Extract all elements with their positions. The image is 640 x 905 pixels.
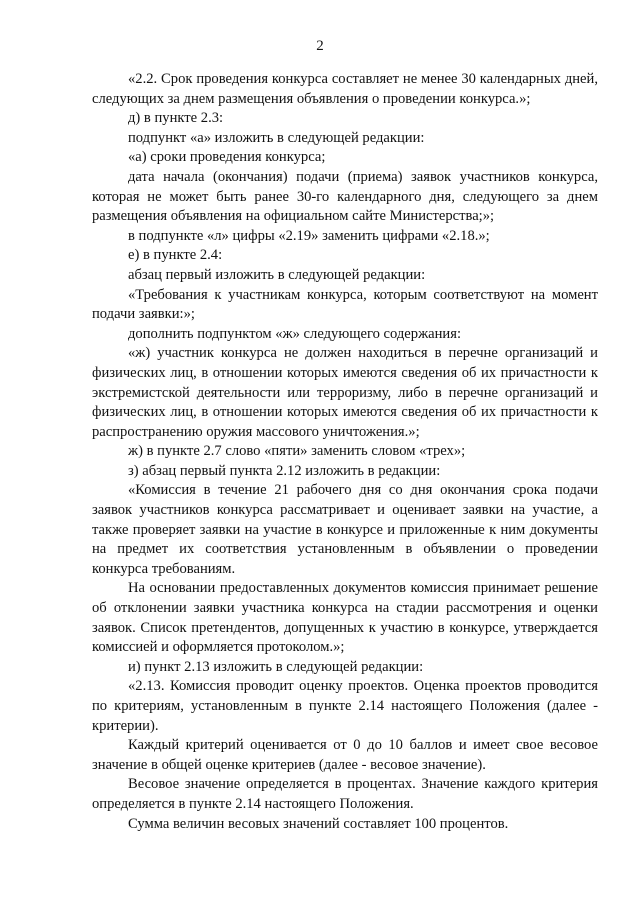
paragraph: абзац первый изложить в следующей редакции: — [128, 266, 426, 283]
paragraph: и) пункт 2.13 изложить в следующей редакции: — [128, 658, 424, 675]
paragraph: Каждый критерий оценивается от 0 до 10 баллов и имеет свое весовое значение в общей оценке критериев (далее - весовое значение). — [92, 737, 598, 773]
document-body — [92, 70, 598, 834]
paragraph: «Комиссия в течение 21 рабочего дня со дня окончания срока подачи заявок участников конкурса рассматривает и оценивает заявки на участие, а также проверяет заявки на участие в конкурсе и приложенные к ним документы на предмет их соответствия установленным в объявлении о проведении конкурса требованиям. — [92, 482, 598, 577]
paragraph: ж) в пункте 2.7 слово «пяти» заменить словом «трех»; — [128, 443, 466, 460]
paragraph: «2.13. Комиссия проводит оценку проектов. Оценка проектов проводится по критериям, установленным в пункте 2.14 настоящего Положения (далее - критерии). — [92, 678, 598, 734]
paragraph: Сумма величин весовых значений составляет 100 процентов. — [128, 815, 509, 832]
paragraph: з) абзац первый пункта 2.12 изложить в редакции: — [128, 462, 441, 479]
paragraph: «ж) участник конкурса не должен находиться в перечне организаций и физических лиц, в отношении которых имеются сведения об их причастности к экстремистской деятельности или терроризму, либо в перечне организаций и физических лиц, в отношении которых имеются сведения об их причастности к распространению оружия массового уничтожения.»; — [92, 345, 598, 440]
page-number: 2 — [316, 38, 324, 54]
paragraph: дополнить подпунктом «ж» следующего содержания: — [128, 325, 462, 342]
paragraph: «а) сроки проведения конкурса; — [128, 149, 326, 166]
paragraph: д) в пункте 2.3: — [128, 110, 224, 127]
paragraph: подпункт «а» изложить в следующей редакции: — [128, 129, 425, 146]
paragraph: е) в пункте 2.4: — [128, 247, 223, 264]
paragraph: «2.2. Срок проведения конкурса составляет не менее 30 календарных дней, следующих за днем размещения объявления о проведении конкурса.»; — [92, 71, 598, 107]
paragraph: дата начала (окончания) подачи (приема) заявок участников конкурса, которая не может быть ранее 30-го календарного дня, следующего за днем размещения объявления на официальном сайте Министерства;»; — [92, 168, 598, 225]
paragraph: Весовое значение определяется в процентах. Значение каждого критерия определяется в пункте 2.14 настоящего Положения. — [92, 776, 598, 812]
paragraph: в подпункте «л» цифры «2.19» заменить цифрами «2.18.»; — [128, 227, 490, 244]
paragraph: «Требования к участникам конкурса, которым соответствуют на момент подачи заявки:»; — [92, 286, 598, 323]
paragraph: На основании предоставленных документов комиссия принимает решение об отклонении заявки участника конкурса на стадии рассмотрения и оценки заявок. Список претендентов, допущенных к участию в конкурсе, утверждается комиссией и оформляется протоколом.»; — [92, 580, 598, 656]
